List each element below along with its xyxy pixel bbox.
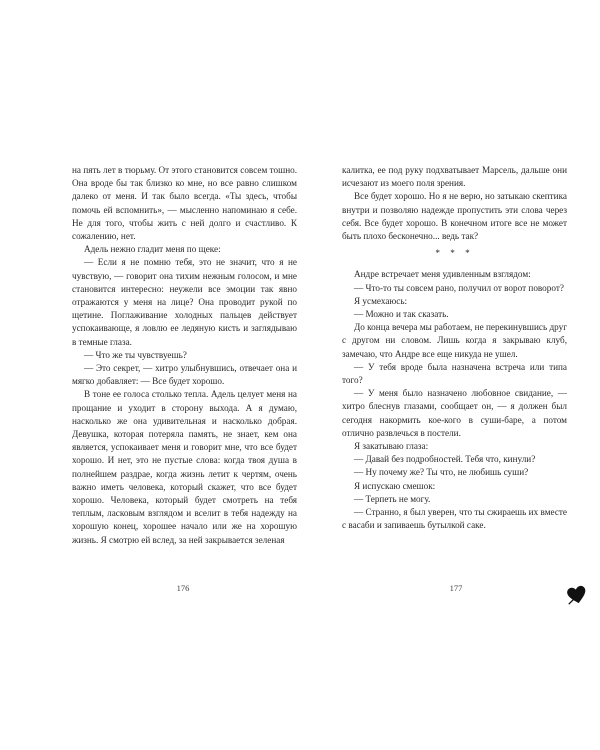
paragraph: Я усмехаюсь: xyxy=(354,295,408,306)
paragraph: — Можно и так сказать. xyxy=(354,309,449,320)
paragraph: — Это секрет, — хитро улыбнувшись, отвечает она и мягко добавляет: — Все будет хорошо. xyxy=(72,363,297,387)
paragraph: — Ну почему же? Ты что, не любишь суши? xyxy=(354,467,529,478)
paragraph: на пять лет в тюрьму. От этого становится совсем тошно. Она вроде бы так близко ко мне, но все равно слишком далеко от меня. И так было всегда. «Ты здесь, чтобы помочь ей вспомнить», — мысленно напоминаю я себе. Не для того, чтобы жить с ней долго и счастливо. К сожалению, нет. xyxy=(72,165,297,242)
paragraph: В тоне ее голоса столько тепла. Адель целует меня на прощание и уходит в сторону выхода. А я думаю, насколько же она удивительная и насколько добрая. Девушка, которая потеряла память, не знает, кем она является, успокаивает меня и говорит мне, что все будет хорошо. И нет, это не пустые слова: когда твоя душа в полнейшем раздрае, когда жизнь летит к чертям, очень важно иметь человека, который скажет, что все будет хорошо. Человека, который будет смотреть на тебя теплым, ласковым взглядом и вселит в тебя надежду на хорошую конец, хорошее начало или же на хорошую жизнь. Я смотрю ей вслед, за ней закрывается зеленая xyxy=(72,389,297,545)
left-page xyxy=(72,164,297,547)
paragraph: калитка, ее под руку подхватывает Марсель, дальше они исчезают из моего поля зрения. xyxy=(342,165,567,189)
paragraph: Андре встречает меня удивленным взглядом: xyxy=(354,269,531,280)
paragraph: — У меня было назначено любовное свидание, — хитро блеснув глазами, сообщает он, — я должен был сегодня накормить кое-кого в суши-баре, а потом отлично развлечься в постели. xyxy=(342,388,567,438)
paragraph: До конца вечера мы работаем, не перекинувшись друг с другом ни словом. Лишь когда я закрываю клуб, замечаю, что Андре все еще никуда не ушел. xyxy=(342,322,567,359)
paragraph: — Что-то ты совсем рано, получил от ворот поворот? xyxy=(354,282,564,293)
paragraph: Адель нежно гладит меня по щеке: xyxy=(84,244,221,255)
section-separator: * * * xyxy=(435,248,474,259)
paragraph: — Давай без подробностей. Тебя что, кинули? xyxy=(354,454,536,465)
right-page-number: 177 xyxy=(449,583,463,593)
paragraph: — Странно, я был уверен, что ты сжираешь их вместе с васаби и запиваешь бутылкой саке. xyxy=(342,507,567,531)
right-page xyxy=(342,164,567,532)
paragraph: Все будет хорошо. Но я не верю, но затыкаю скептика внутри и позволяю надежде пропустить эти слова через себя. Все будет хорошо. В конечном итоге все не может быть плохо бесконечно... ведь так? xyxy=(342,191,567,242)
paragraph: — Что же ты чувствуешь? xyxy=(84,349,187,360)
heart-icon xyxy=(566,584,588,606)
paragraph: — Если я не помню тебя, это не значит, что я не чувствую, — говорит она тихим нежным голосом, и мне становится интересно: неужели все эмоции так явно отражаются у меня на лице? Она проводит рукой по щетине. Поглаживание холодных пальцев действует успокаивающе, я ловлю ее ледяную кисть и заглядываю в темные глаза. xyxy=(72,257,297,347)
paragraph: — Терпеть не могу. xyxy=(354,493,431,504)
left-page-number: 176 xyxy=(176,583,190,593)
paragraph: Я испускаю смешок: xyxy=(354,480,436,491)
paragraph: Я закатываю глаза: xyxy=(354,441,429,452)
paragraph: — У тебя вроде была назначена встреча или типа того? xyxy=(342,361,567,386)
